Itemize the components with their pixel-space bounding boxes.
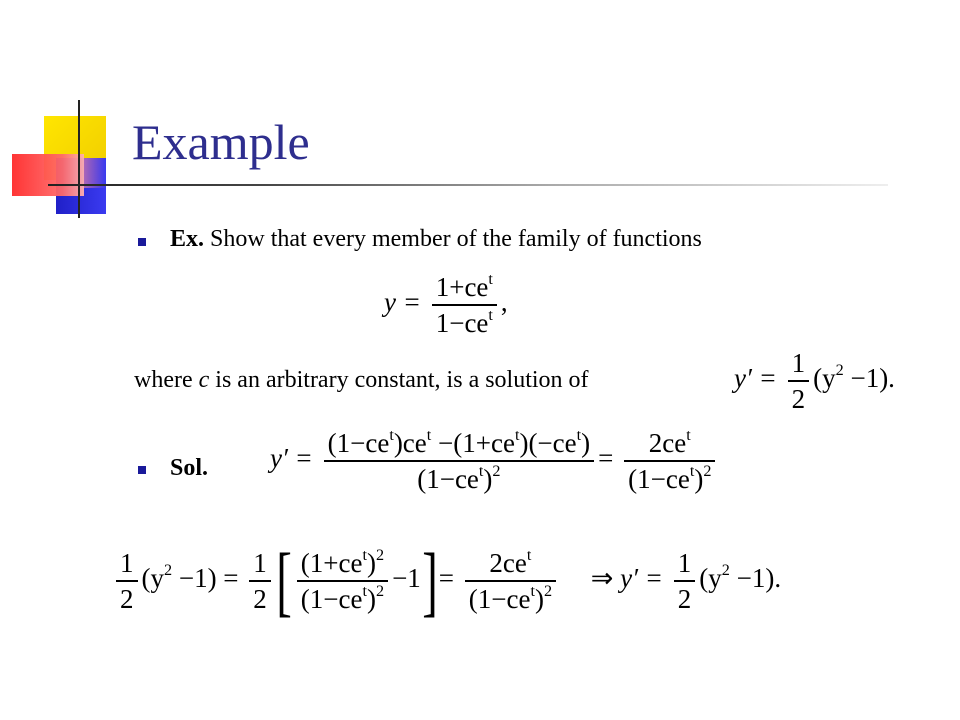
problem-text: Show that every member of the family of functions [210, 226, 702, 252]
family-equation: y = $\frac{1+ce^t}{1-ce^t}$ , [384, 269, 508, 338]
family-numerator: 1+ce [435, 272, 489, 302]
solution-label: Sol. [170, 455, 209, 481]
problem-label: Ex. [170, 226, 205, 252]
title-underline [48, 184, 888, 186]
where-text: where c is an arbitrary constant, is a solution of [134, 367, 589, 393]
slide-title: Example [132, 114, 310, 170]
bullet-square-icon [138, 466, 146, 474]
ode-equation: y′ = $\frac{1}{2}$ $(y^2 -1)$. [734, 348, 895, 414]
decor-vertical-line [78, 100, 80, 218]
verification-equation: $\frac{1}{2}$ $(y^2 -1)$ = $\frac{1}{2}$ [ $\frac{(1+ce^t)^2}{(1-ce^t)^2}$ −1]= $\frac{2ce^t}{(1-ce^t)^2}$ ⇒ y′ = $\frac{1}{2}$ $(y^2 -1)$. [112, 540, 781, 622]
family-fraction: $\frac{1+ce^t}{1-ce^t}$ [432, 272, 497, 338]
derivative-equation: y′ = $\frac{(1-ce^t)ce^t -(1+ce^t)(-ce^t)}{(1-ce^t)^2}$ = $\frac{2ce^t}{(1-ce^t)^2}$ [270, 428, 719, 494]
family-lhs: y = [384, 287, 421, 318]
family-denominator: 1−ce [435, 308, 489, 338]
implies-icon: ⇒ [590, 563, 614, 594]
bullet-square-icon [138, 238, 146, 246]
decor-red-square [12, 154, 84, 196]
problem-statement [170, 225, 702, 253]
